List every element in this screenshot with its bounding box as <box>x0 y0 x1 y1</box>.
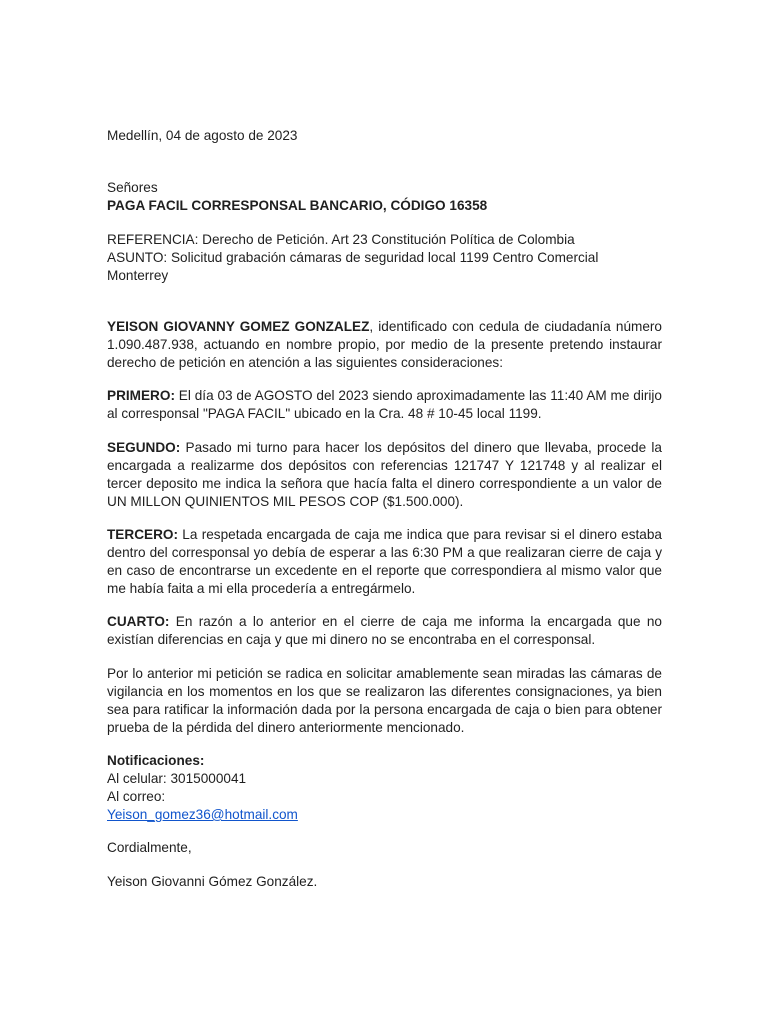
point-label: CUARTO: <box>107 614 170 629</box>
reference-subject-block <box>107 231 662 285</box>
intro-text: , identificado con cedula de ciudadanía número 1.090.487.938, actuando en nombre propio, por medio de la presente pretendo instaurar derecho de petición en atención a las siguientes consideraciones: <box>107 319 662 370</box>
point-label: PRIMERO: <box>107 388 175 403</box>
point-tercero <box>107 526 662 598</box>
signature-name: Yeison Giovanni Gómez González. <box>107 874 318 889</box>
recipient-block <box>107 179 662 215</box>
notifications-block <box>107 752 662 824</box>
notifications-heading: Notificaciones: <box>107 753 205 768</box>
point-label: TERCERO: <box>107 527 178 542</box>
petitioner-name: YEISON GIOVANNY GOMEZ GONZALEZ <box>107 319 370 334</box>
point-cuarto <box>107 613 662 649</box>
place-date: Medellín, 04 de agosto de 2023 <box>107 128 298 143</box>
point-text: Pasado mi turno para hacer los depósitos del dinero que llevaba, procede la encargada a realizarme dos depósitos con referencias 121747 Y 121748 y al realizar el tercer deposito me indica la señora que hacía falta el dinero correspondiente a un valor de UN MILLON QUINIENTOS MIL PESOS COP ($1.500.000). <box>107 440 662 509</box>
reference-line: REFERENCIA: Derecho de Petición. Art 23 Constitución Política de Colombia <box>107 232 575 247</box>
point-text: En razón a lo anterior en el cierre de caja me informa la encargada que no existían diferencias en caja y que mi dinero no se encontraba en el corresponsal. <box>107 614 662 647</box>
closing: Cordialmente, <box>107 840 192 855</box>
point-text: La respetada encargada de caja me indica que para revisar si el dinero estaba dentro del corresponsal yo debía de esperar a las 6:30 PM a que realizaran cierre de caja y en caso de encontrarse un excedente en el reporte que correspondiera al mismo valor que me había faita a mi ella procedería a entregármelo. <box>107 527 662 596</box>
subject-line-1: ASUNTO: Solicitud grabación cámaras de seguridad local 1199 Centro Comercial <box>107 250 599 265</box>
recipient-salutation: Señores <box>107 180 158 195</box>
subject-line-2: Monterrey <box>107 268 169 283</box>
point-text: El día 03 de AGOSTO del 2023 siendo aproximadamente las 11:40 AM me dirijo al corresponsal "PAGA FACIL" ubicado en la Cra. 48 # 10-45 local 1199. <box>107 388 662 421</box>
point-primero <box>107 387 662 423</box>
recipient-name: PAGA FACIL CORRESPONSAL BANCARIO, CÓDIGO 16358 <box>107 198 488 213</box>
petition-paragraph: Por lo anterior mi petición se radica en solicitar amablemente sean miradas las cámaras de vigilancia en los momentos en los que se realizaron las diferentes consignaciones, ya bien sea para ratificar la información dada por la persona encargada de caja o bien para obtener prueba de la pérdida del dinero anteriormente mencionado. <box>107 666 662 735</box>
intro-paragraph <box>107 318 662 372</box>
point-label: SEGUNDO: <box>107 440 181 455</box>
point-segundo <box>107 439 662 511</box>
email-link[interactable]: Yeison_gomez36@hotmail.com <box>107 807 298 822</box>
notification-phone: Al celular: 3015000041 <box>107 771 247 786</box>
notification-email-label: Al correo: <box>107 789 166 804</box>
